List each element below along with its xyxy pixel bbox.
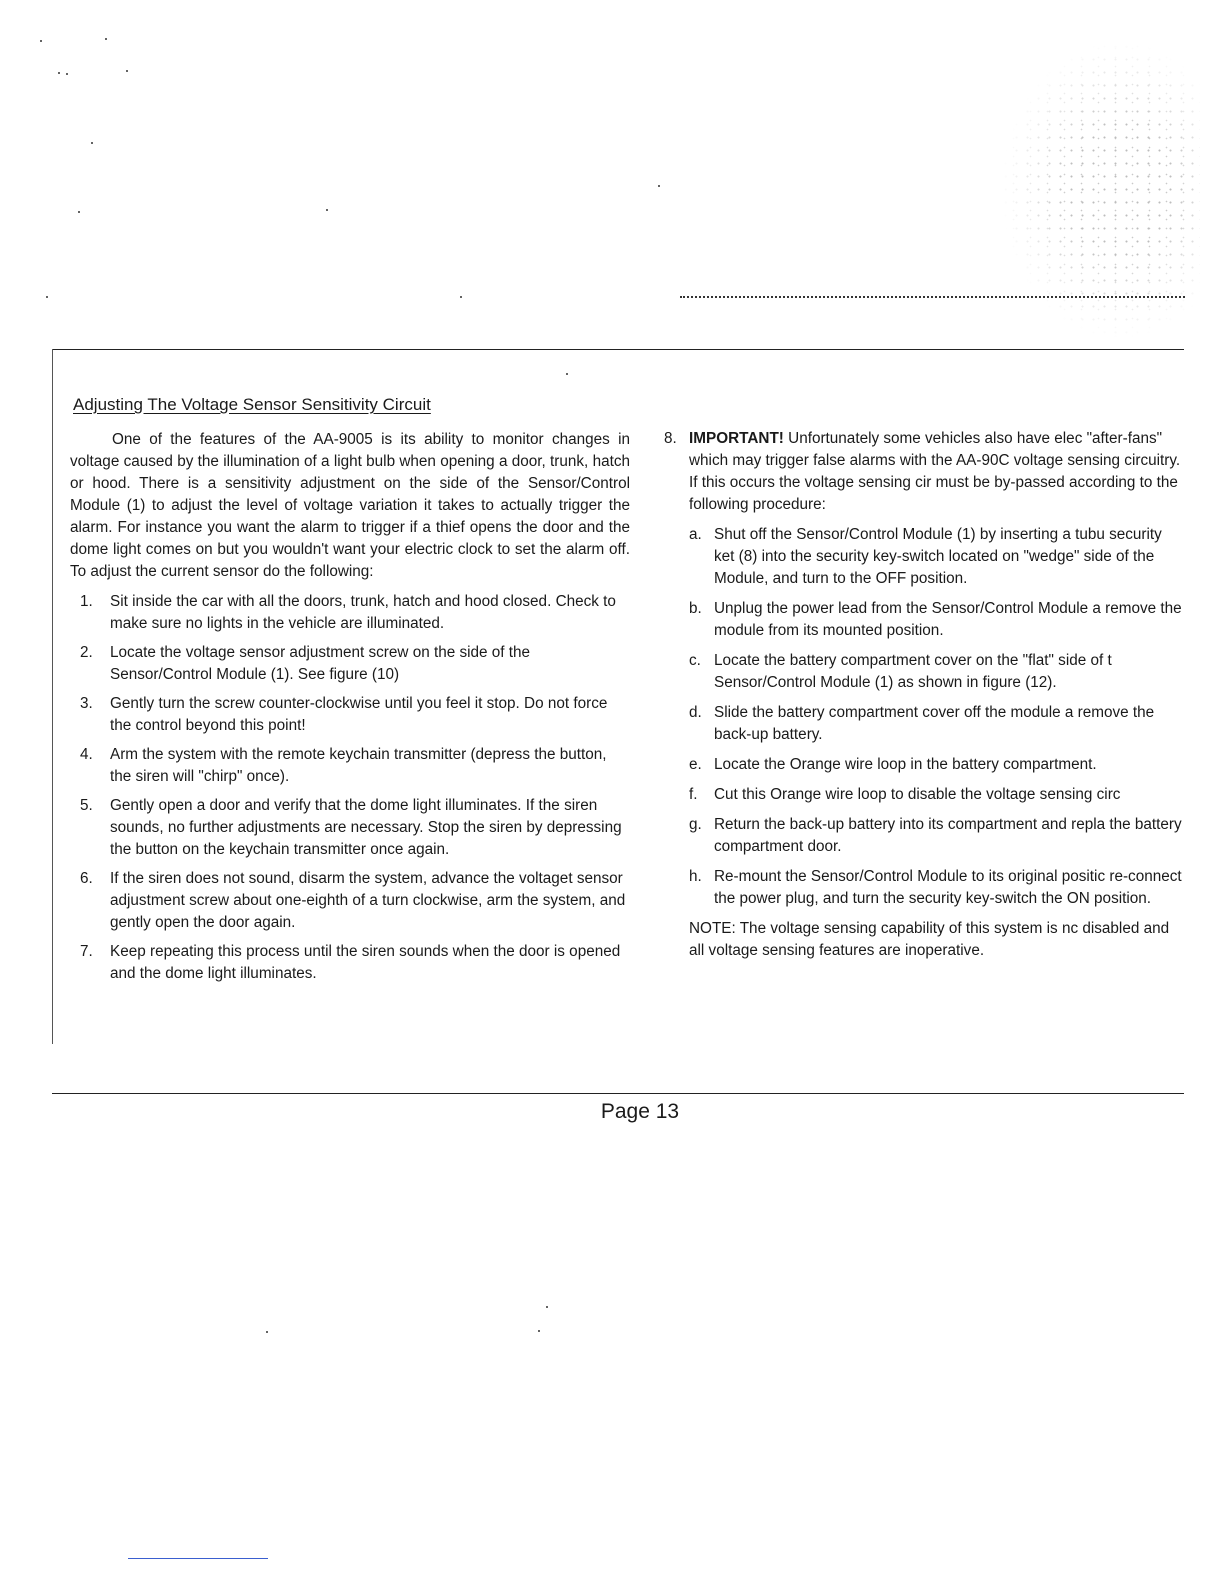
scan-speck bbox=[326, 209, 328, 211]
list-item bbox=[664, 754, 1184, 776]
list-item bbox=[664, 598, 1184, 642]
list-item bbox=[70, 591, 630, 635]
substep-text: Unplug the power lead from the Sensor/Control Module a remove the module from its mounted position. bbox=[714, 600, 1182, 639]
list-item bbox=[664, 524, 1184, 590]
substep-letter: h. bbox=[689, 868, 702, 885]
list-item bbox=[70, 693, 630, 737]
scan-speck bbox=[658, 185, 660, 187]
substep-letter: f. bbox=[689, 786, 698, 803]
substep-text: Shut off the Sensor/Control Module (1) by inserting a tubu security ket (8) into the security key-switch located on "wedge" side of the Module, and turn to the OFF position. bbox=[714, 526, 1162, 587]
substep-text: Locate the Orange wire loop in the battery compartment. bbox=[714, 756, 1097, 773]
substep-letter: c. bbox=[689, 652, 701, 669]
scan-speck bbox=[105, 38, 107, 40]
important-item bbox=[664, 428, 1184, 516]
scan-noise bbox=[1000, 40, 1200, 340]
scan-speck bbox=[78, 211, 80, 213]
step-text: Sit inside the car with all the doors, trunk, hatch and hood closed. Check to make sure no lights in the vehicle are illuminated. bbox=[110, 593, 616, 632]
substep-letter: d. bbox=[689, 704, 702, 721]
step-number: 1. bbox=[80, 593, 93, 610]
list-item bbox=[70, 744, 630, 788]
section-heading: Adjusting The Voltage Sensor Sensitivity Circuit bbox=[73, 395, 431, 414]
list-item bbox=[70, 868, 630, 934]
step-number: 8. bbox=[664, 430, 677, 447]
substep-text: Re-mount the Sensor/Control Module to its original positic re-connect the power plug, and turn the security key-switch the ON position. bbox=[714, 868, 1182, 907]
list-item bbox=[664, 650, 1184, 694]
step-text: Arm the system with the remote keychain transmitter (depress the button, the siren will "chirp" once). bbox=[110, 746, 607, 785]
scan-speck bbox=[538, 1330, 540, 1332]
page-number: Page 13 bbox=[600, 1100, 680, 1123]
substep-text: Locate the battery compartment cover on the "flat" side of t Sensor/Control Module (1) as shown in figure (12). bbox=[714, 652, 1112, 691]
top-rule bbox=[52, 349, 1184, 350]
substep-letter: b. bbox=[689, 600, 702, 617]
scan-speck bbox=[46, 296, 48, 298]
bypass-steps bbox=[664, 524, 1184, 910]
substep-text: Slide the battery compartment cover off the module a remove the back-up battery. bbox=[714, 704, 1155, 743]
list-item bbox=[664, 784, 1184, 806]
step-number: 7. bbox=[80, 943, 93, 960]
intro-paragraph: One of the features of the AA-9005 is its ability to monitor changes in voltage caused by the illumination of a light bulb when opening a door, trunk, hatch or hood. There is a sensitivity adjustment on the side of the Sensor/Control Module (1) to adjust the level of voltage variation it takes to actually trigger the alarm. For instance you want the alarm to trigger if a thief opens the door and the dome light comes on but you wouldn't want your electric clock to set the alarm off. To adjust the current sensor do the following: bbox=[70, 431, 630, 580]
list-item bbox=[70, 795, 630, 861]
scan-speck bbox=[58, 72, 60, 74]
substep-letter: g. bbox=[689, 816, 702, 833]
scan-speck bbox=[40, 40, 42, 42]
important-text: Unfortunately some vehicles also have elec "after-fans" which may trigger false alarms with the AA-90C voltage sensing circuitry. If this occurs the voltage sensing cir must be by-passed according to the following procedure: bbox=[689, 430, 1181, 513]
step-text: Gently open a door and verify that the dome light illuminates. If the siren sounds, no further adjustments are necessary. Stop the siren by depressing the button on the keychain transmitter once again. bbox=[110, 797, 622, 858]
step-text: Locate the voltage sensor adjustment screw on the side of the Sensor/Control Module (1). See figure (10) bbox=[110, 644, 531, 683]
scan-speck bbox=[266, 1331, 268, 1333]
step-number: 6. bbox=[80, 870, 93, 887]
bottom-rule bbox=[52, 1093, 1184, 1094]
substep-text: Return the back-up battery into its compartment and repla the battery compartment door. bbox=[714, 816, 1182, 855]
adjustment-steps bbox=[70, 591, 630, 985]
scan-speck bbox=[126, 70, 128, 72]
step-text: Gently turn the screw counter-clockwise until you feel it stop. Do not force the control beyond this point! bbox=[110, 695, 608, 734]
step-text: Keep repeating this process until the siren sounds when the door is opened and the dome light illuminates. bbox=[110, 943, 621, 982]
scan-speck bbox=[66, 73, 68, 75]
step-number: 4. bbox=[80, 746, 93, 763]
scan-speck bbox=[460, 296, 462, 298]
blue-rule bbox=[128, 1558, 268, 1559]
substep-letter: a. bbox=[689, 526, 702, 543]
list-item bbox=[664, 702, 1184, 746]
scan-speck bbox=[546, 1306, 548, 1308]
dotted-rule bbox=[680, 296, 1185, 298]
scan-speck bbox=[566, 373, 568, 375]
list-item bbox=[70, 642, 630, 686]
step-text: If the siren does not sound, disarm the system, advance the voltaget sensor adjustment screw about one-eighth of a turn clockwise, arm the system, and gently open the door again. bbox=[110, 870, 626, 931]
important-label: IMPORTANT! bbox=[689, 430, 784, 447]
right-column bbox=[664, 428, 1184, 962]
substep-letter: e. bbox=[689, 756, 702, 773]
substep-text: Cut this Orange wire loop to disable the voltage sensing circ bbox=[714, 786, 1121, 803]
step-number: 2. bbox=[80, 644, 93, 661]
left-rule bbox=[52, 349, 53, 1044]
note-paragraph: NOTE: The voltage sensing capability of this system is nc disabled and all voltage sensing features are inoperative. bbox=[689, 920, 1170, 959]
step-number: 3. bbox=[80, 695, 93, 712]
left-column bbox=[70, 395, 630, 992]
scan-speck bbox=[91, 142, 93, 144]
list-item bbox=[70, 941, 630, 985]
step-number: 5. bbox=[80, 797, 93, 814]
list-item bbox=[664, 814, 1184, 858]
list-item bbox=[664, 866, 1184, 910]
